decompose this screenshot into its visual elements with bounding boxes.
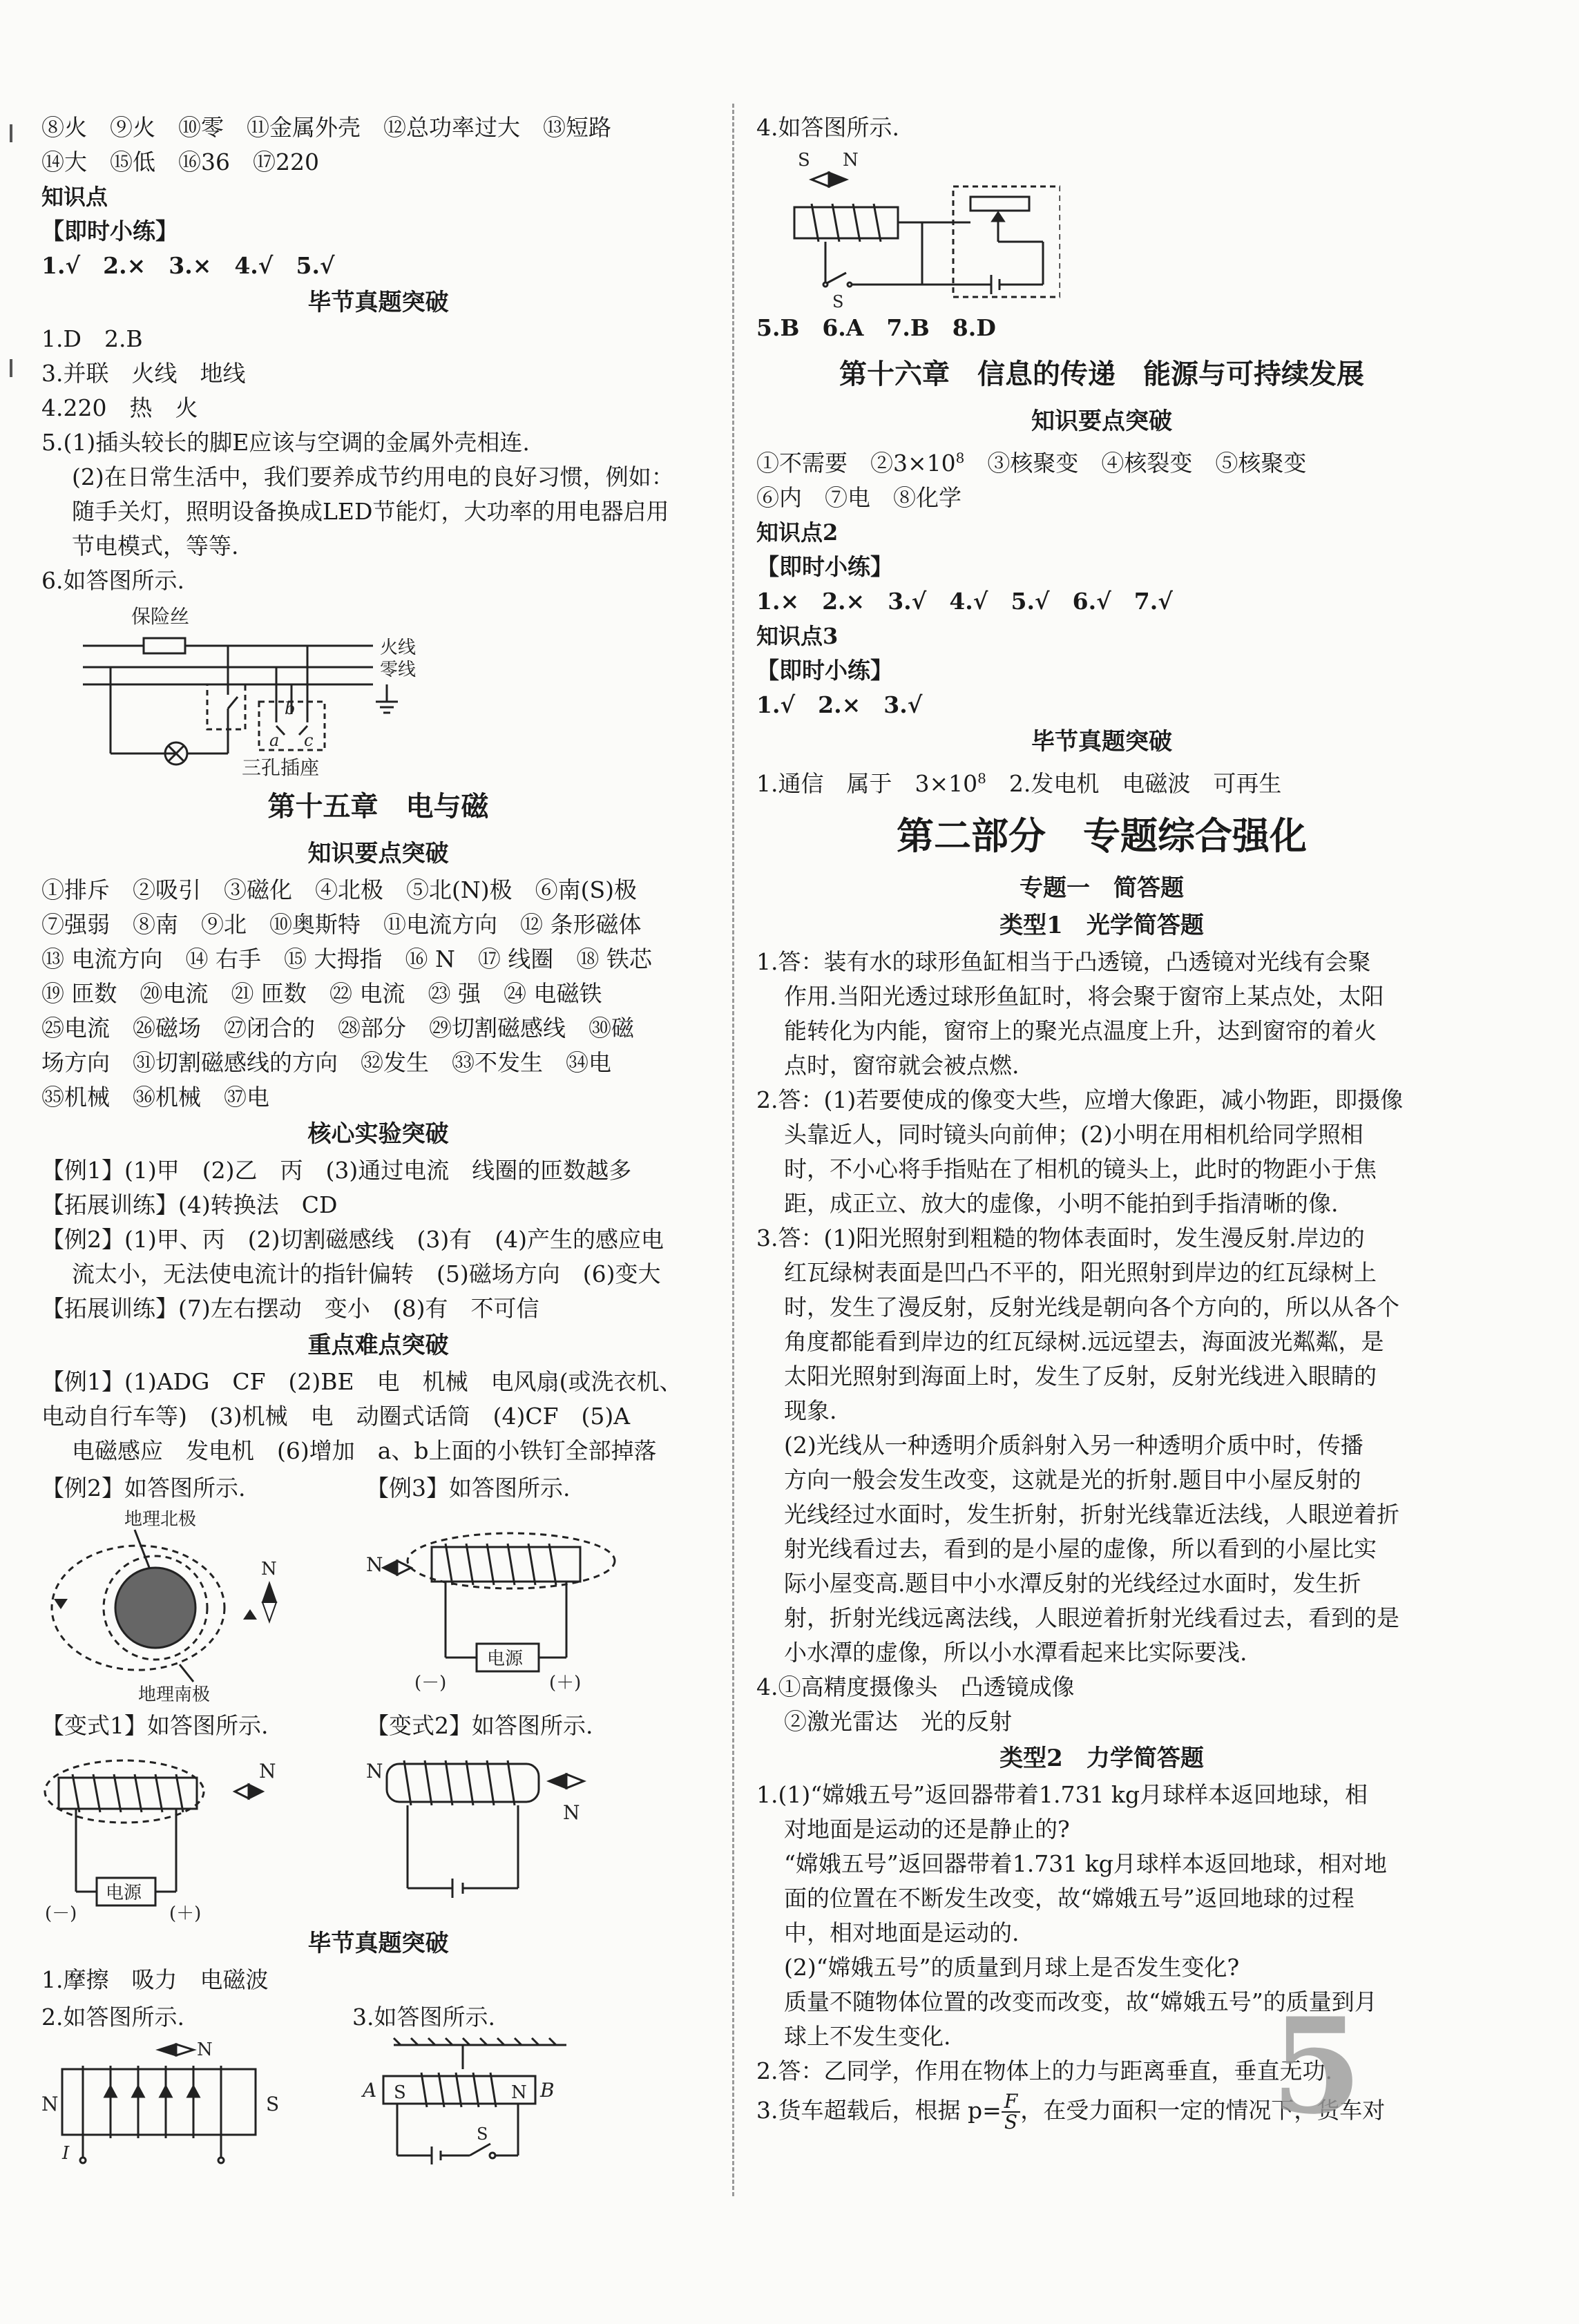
- magnet-s-label: S: [394, 2082, 406, 2103]
- answer-line: (2)光线从一种透明介质斜射入另一种透明介质中时，传播: [784, 1432, 1363, 1459]
- margin-mark: [10, 124, 12, 142]
- negative-terminal-label: (－): [45, 1903, 77, 1923]
- fuse-symbol: [144, 638, 185, 653]
- answer-line: 对地面是运动的还是静止的?: [784, 1816, 1070, 1843]
- answer-line: 【例2】(1)甲、丙 (2)切割磁感线 (3)有 (4)产生的感应电: [41, 1226, 664, 1253]
- positive-terminal-label: (＋): [169, 1903, 202, 1923]
- answer-line: (2)在日常生活中，我们要养成节约用电的良好习惯，例如：: [72, 463, 674, 490]
- answer-line: 面的位置在不断发生改变，故“嫦娥五号”返回地球的过程: [784, 1885, 1355, 1912]
- answer-line: 1.√ 2.× 3.× 4.√ 5.√: [41, 252, 335, 279]
- answer-line: 头靠近人，同时镜头向前伸；(2)小明在用相机给同学照相: [784, 1121, 1363, 1148]
- answer-line: 1.√ 2.× 3.√: [756, 691, 923, 718]
- chapter-title: 第十六章 信息的传递 能源与可持续发展: [839, 358, 1364, 390]
- answer-line: 随手关灯，照明设备换成LED节能灯，大功率的用电器启用: [72, 498, 669, 525]
- earth-symbol: [115, 1568, 195, 1648]
- answer-line: 场方向 ㉛切割磁感线的方向 ㉜发生 ㉝不发生 ㉞电: [41, 1049, 611, 1076]
- answer-line: 6.如答图所示.: [41, 567, 184, 594]
- right-pole-label: S: [266, 2093, 280, 2115]
- answer-line: 射光线看过去，看到的是小屋的虚像，所以看到的小屋比实: [784, 1535, 1377, 1562]
- solenoid-core: [432, 1547, 580, 1582]
- knowledge-point-heading: 知识点3: [756, 623, 839, 649]
- variant2-solenoid-diagram: [366, 1743, 642, 1916]
- page-number: 5: [1271, 1989, 1363, 2143]
- socket-label: 三孔插座: [242, 756, 320, 778]
- figure-cell: [366, 1709, 698, 1916]
- answer-line: ⑧火 ⑨火 ⑩零 ⑪金属外壳 ⑫总功率过大 ⑬短路: [41, 114, 611, 141]
- figure-caption: 【例2】如答图所示.: [41, 1475, 246, 1501]
- section-heading: 毕节真题突破: [307, 1930, 449, 1957]
- suspended-magnet-diagram: [352, 2035, 656, 2173]
- figure-row: [41, 2000, 715, 2173]
- answer-line: ⑲ 匝数 ⑳电流 ㉑ 匝数 ㉒ 电流 ㉓ 强 ㉔ 电磁铁: [41, 980, 602, 1007]
- quick-practice-heading: 【即时小练】: [756, 553, 893, 580]
- answer-line: 1.摩擦 吸力 电磁波: [41, 1966, 269, 1993]
- topic-heading: 专题一 简答题: [1020, 874, 1184, 902]
- section-heading: 重点难点突破: [307, 1332, 449, 1359]
- answer-line: ⑦强弱 ⑧南 ⑨北 ⑩奥斯特 ⑪电流方向 ⑫ 条形磁体: [41, 911, 642, 938]
- answer-line: 能转化为内能，窗帘上的聚光点温度上升，达到窗帘的着火: [784, 1017, 1377, 1044]
- solenoid-rheostat-diagram: [784, 145, 1060, 311]
- answer-line: 方向一般会发生改变，这就是光的折射.题目中小屋反射的: [784, 1466, 1361, 1493]
- answer-line: 1.D 2.B: [41, 325, 143, 352]
- variant1-solenoid-diagram: [41, 1743, 332, 1923]
- section-heading: 毕节真题突破: [1031, 728, 1172, 756]
- answer-line: 1.答：装有水的球形鱼缸相当于凸透镜，凸透镜对光线有会聚: [756, 948, 1371, 975]
- knowledge-point-heading: 知识点: [41, 184, 108, 210]
- answer-line: 4.①高精度摄像头 凸透镜成像: [756, 1673, 1075, 1700]
- solenoid-core: [794, 207, 898, 238]
- answer-line: ②激光雷达 光的反射: [784, 1708, 1012, 1735]
- end-a-label: A: [363, 2079, 377, 2102]
- answer-line: 5.(1)插头较长的脚E应该与空调的金属外壳相连.: [41, 429, 530, 456]
- figure-caption: 3.如答图所示.: [352, 2004, 495, 2030]
- positive-terminal-label: (＋): [549, 1673, 582, 1692]
- answer-line: 距，成正立、放大的虚像，小明不能拍到手指清晰的像.: [784, 1190, 1339, 1217]
- end-b-label: B: [540, 2079, 555, 2102]
- type-heading: 类型2 力学简答题: [999, 1745, 1204, 1772]
- figure-cell: [41, 1709, 345, 1923]
- answer-line: ㉟机械 ㊱机械 ㊲电: [41, 1084, 269, 1111]
- figure-row: [41, 1709, 715, 1923]
- figure-cell: [352, 2000, 684, 2173]
- right-column: [756, 111, 1447, 2133]
- current-label: I: [62, 2143, 70, 2164]
- answer-line: ⑭大 ⑮低 ⑯36 ⑰220: [41, 148, 319, 175]
- compass-n-label: N: [261, 1559, 277, 1579]
- socket-terminal-a: a: [269, 731, 280, 750]
- answer-line: 时，发生了漫反射，反射光线是朝向各个方向的，所以从各个: [784, 1294, 1399, 1321]
- neutral-wire-label: 零线: [380, 660, 417, 680]
- answer-line: 1.(1)“嫦娥五号”返回器带着1.731 kg月球样本返回地球，相: [756, 1781, 1368, 1808]
- rheostat-symbol: [970, 197, 1029, 211]
- answer-line: 3.并联 火线 地线: [41, 360, 246, 387]
- answer-line: ①不需要 $②3\times 10^8$ ③核聚变 ④核裂变 ⑤核聚变: [756, 450, 1307, 477]
- answer-line: 流太小，无法使电流计的指针偏转 (5)磁场方向 (6)变大: [72, 1260, 661, 1287]
- needle-n-label: N: [843, 150, 859, 171]
- answer-line: 点时，窗帘就会被点燃.: [784, 1052, 1020, 1079]
- answer-line: 2.答：(1)若要使成的像变大些，应增大像距，减小物距，即摄像: [756, 1086, 1404, 1113]
- socket-terminal-b: b: [285, 699, 296, 718]
- answer-line: 现象.: [784, 1397, 837, 1424]
- answer-line: 【例1】(1)ADG CF (2)BE 电 机械 电风扇(或洗衣机、: [41, 1368, 682, 1395]
- quick-practice-heading: 【即时小练】: [756, 657, 893, 684]
- switch-box: [207, 684, 245, 729]
- answer-line: 球上不发生变化.: [784, 2023, 951, 2050]
- live-wire-label: 火线: [380, 637, 417, 658]
- figure-caption: 2.如答图所示.: [41, 2004, 184, 2030]
- answer-line: 4.220 热 火: [41, 394, 198, 421]
- margin-mark: [10, 359, 12, 377]
- answer-line: 4.如答图所示.: [756, 114, 899, 141]
- earth-magnetic-field-diagram: [41, 1506, 332, 1706]
- answer-line: 角度都能看到岸边的红瓦绿树.远远望去，海面波光粼粼，是: [784, 1328, 1384, 1355]
- answer-line: 红瓦绿树表面是凹凸不平的，阳光照射到岸边的红瓦绿树上: [784, 1259, 1377, 1286]
- magnet-n-label: N: [511, 2082, 527, 2103]
- section-heading: 知识要点突破: [1031, 407, 1172, 435]
- answer-line: 1.× 2.× 3.√ 4.√ 5.√ 6.√ 7.√: [756, 588, 1173, 615]
- answer-line: 际小屋变高.题目中小水潭反射的光线经过水面时，发生折: [784, 1570, 1361, 1597]
- answer-line: 电动自行车等) (3)机械 电 动圈式话筒 (4)CF (5)A: [41, 1403, 631, 1430]
- left-pole-label: N: [41, 2093, 59, 2115]
- answer-line: 【例1】(1)甲 (2)乙 丙 (3)通过电流 线圈的匝数越多: [41, 1157, 632, 1184]
- answer-line: 小水潭的虚像，所以小水潭看起来比实际要浅.: [784, 1639, 1247, 1666]
- solenoid-core: [62, 2069, 256, 2135]
- switch-label: S: [832, 292, 844, 311]
- bar-magnet-field-diagram: [41, 2035, 318, 2166]
- column-divider: [732, 104, 734, 2196]
- knowledge-point-heading: 知识点2: [756, 519, 839, 546]
- solenoid-core: [59, 1778, 197, 1809]
- figure-cell: [41, 2000, 332, 2166]
- socket-terminal-c: c: [304, 731, 314, 750]
- needle-n-label: N: [197, 2039, 213, 2060]
- solenoid-power-diagram: [366, 1506, 698, 1692]
- answer-line: 中，相对地面是运动的.: [784, 1919, 1020, 1946]
- needle-n-label: N: [563, 1801, 580, 1824]
- part-title: 第二部分 专题综合强化: [897, 814, 1307, 858]
- chapter-title: 第十五章 电与磁: [267, 790, 489, 823]
- answer-line: ⑥内 ⑦电 ⑧化学: [756, 484, 961, 511]
- answer-line: (2)“嫦娥五号”的质量到月球上是否发生变化?: [784, 1954, 1240, 1981]
- type-heading: 类型1 光学简答题: [999, 912, 1204, 939]
- answer-line: 1.通信 属于 $3\times 10^8$ 2.发电机 电磁波 可再生: [756, 770, 1282, 797]
- answer-line: 电磁感应 发电机 (6)增加 a、b上面的小铁钉全部掉落: [72, 1437, 657, 1464]
- household-circuit-diagram: [69, 598, 428, 778]
- power-label: 电源: [487, 1649, 524, 1669]
- answer-line: “嫦娥五号”返回器带着1.731 kg月球样本返回地球，相对地: [784, 1850, 1387, 1877]
- figure-cell: [366, 1471, 698, 1692]
- answer-line: 时，不小心将手指贴在了相机的镜头上，此时的物距小于焦: [784, 1155, 1377, 1182]
- answer-line: 质量不随物体位置的改变而改变，故“嫦娥五号”的质量到月: [784, 1988, 1377, 2015]
- needle-n-label: N: [366, 1553, 383, 1576]
- quick-practice-heading: 【即时小练】: [41, 218, 178, 244]
- answer-line: 射，折射光线远离法线，人眼逆着折射光线看过去，看到的是: [784, 1604, 1399, 1631]
- negative-terminal-label: (－): [414, 1673, 447, 1692]
- geographic-south-label: 地理南极: [138, 1684, 211, 1705]
- answer-line: 3.货车超载后，根据 p= $\frac{F}{S}$ ，在受力面积一定的情况下，货车对: [756, 2090, 1386, 2133]
- answer-line: 2.答：乙同学，作用在物体上的力与距离垂直，垂直无功.: [756, 2057, 1332, 2084]
- answer-line: 光线经过水面时，发生折射，折射光线靠近法线，人眼逆着折: [784, 1501, 1399, 1528]
- needle-s-label: S: [798, 150, 810, 171]
- figure-caption: 【变式1】如答图所示.: [41, 1712, 269, 1739]
- fuse-label: 保险丝: [131, 605, 190, 628]
- answer-line: ⑬ 电流方向 ⑭ 右手 ⑮ 大拇指 ⑯ N ⑰ 线圈 ⑱ 铁芯: [41, 945, 652, 972]
- answer-line: 【拓展训练】(4)转换法 CD: [41, 1191, 338, 1218]
- section-heading: 知识要点突破: [307, 840, 449, 867]
- figure-row: [41, 1471, 715, 1706]
- figure-caption: 【变式2】如答图所示.: [366, 1712, 593, 1739]
- power-label: 电源: [106, 1883, 142, 1903]
- answer-line: 太阳光照射到海面上时，发生了反射，反射光线进入眼睛的: [784, 1363, 1377, 1390]
- answer-line: 节电模式，等等.: [72, 532, 239, 559]
- answer-line: ①排斥 ②吸引 ③磁化 ④北极 ⑤北(N)极 ⑥南(S)极: [41, 876, 637, 903]
- geographic-north-label: 地理北极: [124, 1509, 197, 1530]
- solenoid-n-label: N: [366, 1760, 383, 1783]
- pressure-fraction: $\frac{F}{S}$: [1002, 2092, 1020, 2132]
- switch-label: S: [477, 2124, 488, 2144]
- section-heading: 毕节真题突破: [307, 289, 449, 316]
- answer-line: ㉕电流 ㉖磁场 ㉗闭合的 ㉘部分 ㉙切割磁感线 ㉚磁: [41, 1015, 634, 1041]
- answer-line: 5.B 6.A 7.B 8.D: [756, 314, 996, 341]
- figure-caption: 【例3】如答图所示.: [366, 1475, 571, 1501]
- answer-line: 3.答：(1)阳光照射到粗糙的物体表面时，发生漫反射.岸边的: [756, 1225, 1365, 1251]
- section-heading: 核心实验突破: [307, 1120, 449, 1148]
- figure-cell: [41, 1471, 345, 1706]
- answer-line: 【拓展训练】(7)左右摆动 变小 (8)有 不可信: [41, 1295, 539, 1322]
- needle-n-label: N: [259, 1760, 276, 1783]
- left-column: [41, 111, 715, 2176]
- answer-line: 作用.当阳光透过球形鱼缸时，将会聚于窗帘上某点处，太阳: [784, 983, 1384, 1010]
